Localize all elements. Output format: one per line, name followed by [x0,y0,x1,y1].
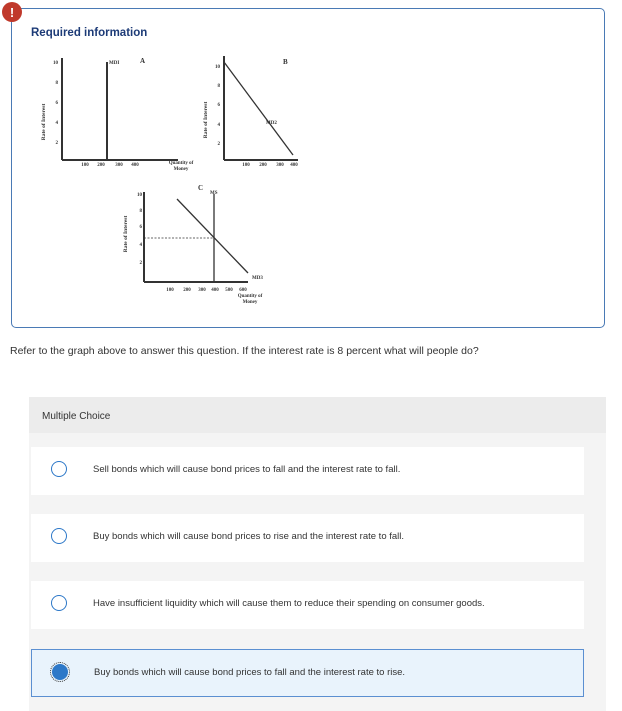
graph-a-xlabel: Quantity of [168,161,194,166]
choice-option-text: Buy bonds which will cause bond prices to rise and the interest rate to fall. [93,531,405,542]
graph-a-ylabel: Rate of Interest [41,103,47,141]
choice-option-text: Sell bonds which will cause bond prices to fall and the interest rate to fall. [93,464,401,475]
graph-b-ytick: 4 [217,123,220,128]
graph-a-xtick: 300 [115,163,123,168]
required-information-title: Required information [31,27,148,39]
graph-a-xlabel: Money [173,167,189,172]
graph-b-ytick: 8 [217,84,220,89]
graph-b-md-curve [224,62,293,155]
graph-b-xtick: 400 [290,163,298,168]
graph-b-xtick: 300 [276,163,284,168]
choice-option-4[interactable] [31,649,584,697]
graph-c-ytick: 8 [139,209,142,214]
choice-option-2[interactable] [31,514,584,562]
graph-c-xlabel: Quantity of [237,294,263,299]
graph-a-ytick: 10 [53,61,58,66]
radio-button-selected-icon[interactable] [52,664,68,680]
graph-a-ytick: 2 [55,141,58,146]
graph-a-xtick: 200 [97,163,105,168]
graph-c-ytick: 4 [139,243,142,248]
choice-option-3[interactable] [31,581,584,629]
graph-c [123,184,263,305]
graph-c-xtick: 500 [225,288,233,293]
graph-c-xlabel: Money [242,300,258,305]
graph-a-curve-label: MDI [109,61,120,66]
graph-a-ytick: 4 [55,121,58,126]
graph-a-xtick: 400 [131,163,139,168]
graph-a-xtick: 100 [81,163,89,168]
graph-c-label: C [198,184,204,192]
graph-a-label: A [140,57,146,65]
radio-button-icon[interactable] [51,528,67,544]
choice-option-text: Buy bonds which will cause bond prices to fall and the interest rate to rise. [94,667,406,678]
graph-c-xtick: 600 [239,288,247,293]
graph-b-ytick: 6 [217,103,220,108]
graph-c-supply-label: MS [210,191,218,196]
graph-b-ytick: 2 [217,142,220,147]
graph-b-label: B [283,58,288,66]
graph-c-xtick: 300 [198,288,206,293]
multiple-choice-label: Multiple Choice [42,411,111,422]
radio-button-icon[interactable] [51,461,67,477]
choice-option-text: Have insufficient liquidity which will cause them to reduce their spending on consumer goods. [93,598,485,609]
graph-c-xtick: 200 [183,288,191,293]
graph-c-ytick: 10 [137,193,142,198]
graph-c-xtick: 400 [211,288,219,293]
graph-c-xtick: 100 [166,288,174,293]
multiple-choice-header [29,397,606,433]
graph-a-ytick: 8 [55,81,58,86]
graph-b-xtick: 100 [242,163,250,168]
graph-b-ytick: 10 [215,65,220,70]
graph-a-ytick: 6 [55,101,58,106]
money-demand-figure [38,42,298,317]
graph-b-ylabel: Rate of Interest [203,101,209,139]
graph-b [203,56,298,168]
graph-c-md-curve [177,199,248,273]
graph-c-ytick: 6 [139,225,142,230]
graph-c-ylabel: Rate of Interest [123,215,129,253]
radio-button-icon[interactable] [51,595,67,611]
graph-b-curve-label: MD2 [266,121,277,126]
graph-b-xtick: 200 [259,163,267,168]
choice-option-1[interactable] [31,447,584,495]
graph-a [41,57,194,172]
alert-icon: ! [2,2,22,22]
question-text: Refer to the graph above to answer this question. If the interest rate is 8 percent what will people do? [10,345,479,357]
graph-c-curve-label: MD3 [252,276,263,281]
graph-c-ytick: 2 [139,261,142,266]
multiple-choice-panel [29,397,606,711]
